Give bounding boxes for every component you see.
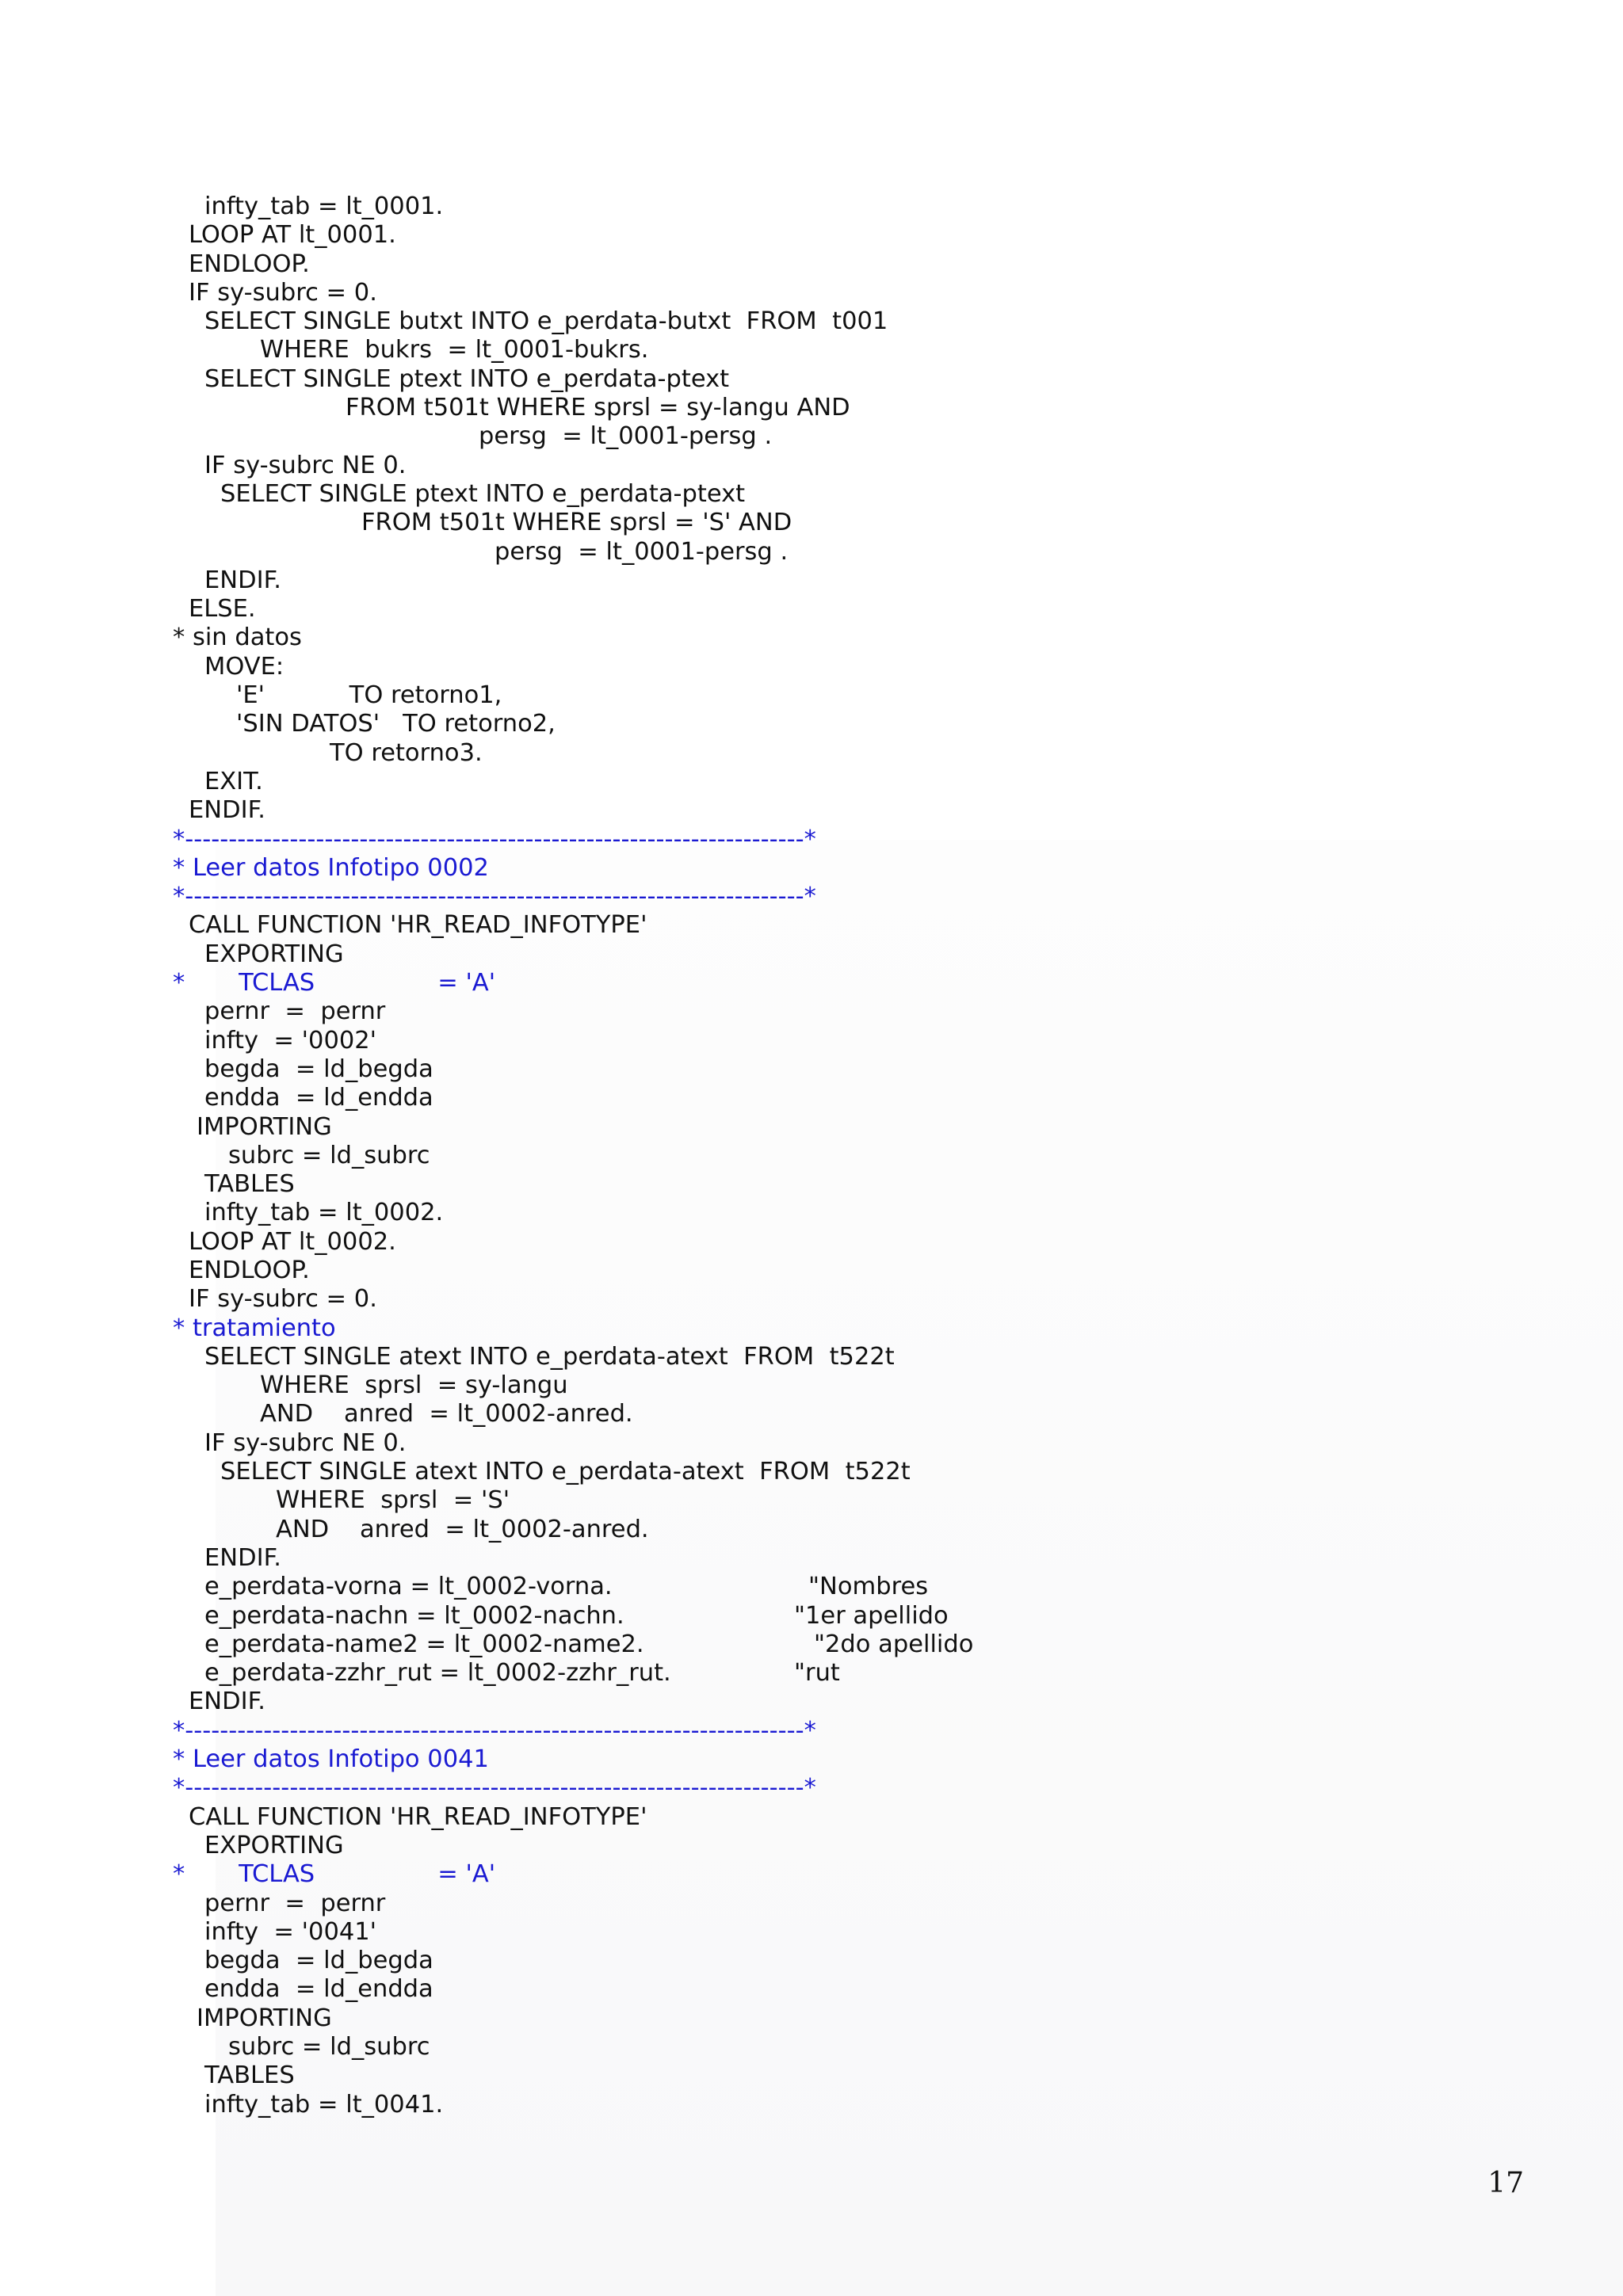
code-line: [0, 193, 1623, 221]
code-line: [0, 538, 1623, 566]
comment-line: [0, 1774, 1623, 1802]
code-line: [0, 1429, 1623, 1458]
code-text: pernr = pernr: [204, 997, 386, 1026]
code-comment-note: "1er apellido: [794, 1601, 949, 1630]
code-line: [0, 1458, 1623, 1486]
code-line: [0, 1400, 1623, 1428]
code-line: [0, 1832, 1623, 1860]
code-text: ENDIF.: [204, 1543, 281, 1572]
code-line: [0, 2061, 1623, 2090]
code-text: *-----------------------------------------------------------------------*: [173, 1774, 816, 1802]
code-text: FROM t501t WHERE sprsl = sy-langu AND: [346, 394, 850, 422]
code-line: [0, 1688, 1623, 1716]
code-line: [0, 796, 1623, 825]
code-text: FROM t501t WHERE sprsl = 'S' AND: [361, 509, 792, 537]
code-text: SELECT SINGLE ptext INTO e_perdata-ptext: [204, 364, 730, 393]
code-line: [0, 1199, 1623, 1227]
code-line: [0, 739, 1623, 768]
code-line: [0, 1573, 1623, 1601]
code-text: ENDIF.: [189, 1688, 265, 1716]
code-text: persg = lt_0001-persg .: [495, 537, 789, 566]
code-text: *-----------------------------------------------------------------------*: [173, 883, 816, 911]
code-line: [0, 250, 1623, 279]
code-line: [0, 1602, 1623, 1630]
code-text: IMPORTING: [197, 1112, 332, 1141]
code-text: SELECT SINGLE ptext INTO e_perdata-ptext: [220, 479, 746, 508]
code-line: [0, 710, 1623, 738]
code-line: [0, 1890, 1623, 1918]
code-text: pernr = pernr: [204, 1889, 386, 1917]
code-line: [0, 221, 1623, 250]
code-line: [0, 1113, 1623, 1142]
code-line: [0, 336, 1623, 364]
code-text: ENDIF.: [189, 796, 265, 825]
code-text: *-----------------------------------------------------------------------*: [173, 825, 816, 853]
comment-line: [0, 1717, 1623, 1745]
code-line: [0, 595, 1623, 624]
code-text: begda = ld_begda: [204, 1055, 433, 1083]
code-line: [0, 1170, 1623, 1199]
code-text: infty_tab = lt_0002.: [204, 1199, 444, 1227]
code-line: [0, 1084, 1623, 1112]
code-line: [0, 1142, 1623, 1170]
code-text: EXPORTING: [204, 940, 344, 968]
code-line: [0, 2033, 1623, 2061]
code-line: [0, 1343, 1623, 1371]
code-line: [0, 1228, 1623, 1257]
code-text: e_perdata-name2 = lt_0002-name2.: [204, 1630, 644, 1658]
code-text: * TCLAS = 'A': [173, 1860, 496, 1889]
code-line: [0, 307, 1623, 336]
code-listing: [0, 193, 1623, 2119]
code-text: EXPORTING: [204, 1831, 344, 1859]
code-text: subrc = ld_subrc: [228, 2033, 430, 2061]
code-text: e_perdata-zzhr_rut = lt_0002-zzhr_rut.: [204, 1659, 671, 1688]
comment-line: [0, 1314, 1623, 1343]
code-text: e_perdata-vorna = lt_0002-vorna.: [204, 1573, 613, 1601]
code-text: * sin datos: [173, 624, 302, 652]
code-line: [0, 681, 1623, 710]
code-text: * tratamiento: [173, 1314, 336, 1342]
comment-line: [0, 826, 1623, 854]
code-line: [0, 1055, 1623, 1084]
code-line: [0, 768, 1623, 796]
code-text: TABLES: [204, 2061, 295, 2090]
code-text: IF sy-subrc = 0.: [189, 278, 377, 307]
code-line: [0, 480, 1623, 509]
code-text: WHERE bukrs = lt_0001-bukrs.: [260, 336, 649, 364]
code-text: ENDLOOP.: [189, 250, 310, 278]
code-text: IF sy-subrc NE 0.: [204, 1428, 407, 1457]
code-line: [0, 2004, 1623, 2033]
code-text: ENDIF.: [204, 566, 281, 594]
comment-line: [0, 854, 1623, 883]
code-text: CALL FUNCTION 'HR_READ_INFOTYPE': [189, 911, 647, 940]
code-text: SELECT SINGLE atext INTO e_perdata-atext FROM t522t: [220, 1458, 911, 1486]
code-text: ENDLOOP.: [189, 1256, 310, 1284]
code-text: SELECT SINGLE atext INTO e_perdata-atext FROM t522t: [204, 1342, 895, 1371]
code-line: [0, 509, 1623, 537]
code-text: 'SIN DATOS' TO retorno2,: [236, 710, 556, 738]
code-line: [0, 365, 1623, 394]
code-text: infty = '0002': [204, 1026, 377, 1055]
comment-line: [0, 1745, 1623, 1774]
code-line: [0, 1803, 1623, 1832]
code-text: CALL FUNCTION 'HR_READ_INFOTYPE': [189, 1802, 647, 1831]
code-text: subrc = ld_subrc: [228, 1141, 430, 1169]
code-line: [0, 2091, 1623, 2119]
code-text: e_perdata-nachn = lt_0002-nachn.: [204, 1601, 624, 1630]
comment-line: [0, 883, 1623, 911]
code-line: [0, 1257, 1623, 1285]
code-line: [0, 653, 1623, 681]
code-line: [0, 279, 1623, 307]
code-line: [0, 940, 1623, 969]
code-text: * TCLAS = 'A': [173, 969, 496, 997]
code-line: [0, 1285, 1623, 1314]
code-text: endda = ld_endda: [204, 1084, 433, 1112]
code-comment-note: "rut: [794, 1659, 840, 1688]
code-text: endda = ld_endda: [204, 1975, 433, 2004]
code-line: [0, 1630, 1623, 1659]
comment-line: [0, 1860, 1623, 1889]
code-line: [0, 624, 1623, 652]
code-text: LOOP AT lt_0002.: [189, 1227, 396, 1256]
code-line: [0, 452, 1623, 480]
code-line: [0, 997, 1623, 1026]
code-line: [0, 1544, 1623, 1573]
code-text: IMPORTING: [197, 2004, 332, 2032]
code-text: *-----------------------------------------------------------------------*: [173, 1716, 816, 1745]
code-text: WHERE sprsl = 'S': [276, 1486, 510, 1515]
code-line: [0, 1918, 1623, 1947]
code-text: ELSE.: [189, 595, 256, 624]
code-line: [0, 1516, 1623, 1544]
code-text: infty_tab = lt_0041.: [204, 2090, 444, 2119]
code-text: * Leer datos Infotipo 0002: [173, 853, 489, 882]
code-text: AND anred = lt_0002-anred.: [260, 1400, 633, 1428]
page-number: 17: [1487, 2167, 1524, 2199]
code-line: [0, 1659, 1623, 1688]
code-text: WHERE sprsl = sy-langu: [260, 1371, 568, 1400]
code-line: [0, 566, 1623, 595]
code-text: begda = ld_begda: [204, 1947, 433, 1975]
code-comment-note: "2do apellido: [814, 1630, 974, 1658]
code-text: TABLES: [204, 1170, 295, 1199]
code-line: [0, 1975, 1623, 2004]
code-text: AND anred = lt_0002-anred.: [276, 1515, 649, 1543]
code-line: [0, 1371, 1623, 1400]
code-comment-note: "Nombres: [808, 1573, 929, 1601]
code-line: [0, 1027, 1623, 1055]
comment-line: [0, 969, 1623, 997]
code-text: 'E' TO retorno1,: [236, 681, 502, 710]
code-line: [0, 911, 1623, 940]
code-text: IF sy-subrc = 0.: [189, 1285, 377, 1314]
code-text: * Leer datos Infotipo 0041: [173, 1745, 489, 1774]
code-text: LOOP AT lt_0001.: [189, 221, 396, 250]
code-text: MOVE:: [204, 652, 285, 681]
code-line: [0, 1947, 1623, 1975]
code-text: SELECT SINGLE butxt INTO e_perdata-butxt FROM t001: [204, 307, 888, 336]
code-text: TO retorno3.: [330, 738, 483, 767]
code-text: EXIT.: [204, 767, 263, 795]
code-text: persg = lt_0001-persg .: [479, 422, 773, 451]
code-line: [0, 394, 1623, 422]
code-line: [0, 1486, 1623, 1515]
code-text: infty_tab = lt_0001.: [204, 193, 444, 220]
code-text: infty = '0041': [204, 1917, 377, 1946]
code-line: [0, 422, 1623, 451]
code-text: IF sy-subrc NE 0.: [204, 451, 407, 479]
